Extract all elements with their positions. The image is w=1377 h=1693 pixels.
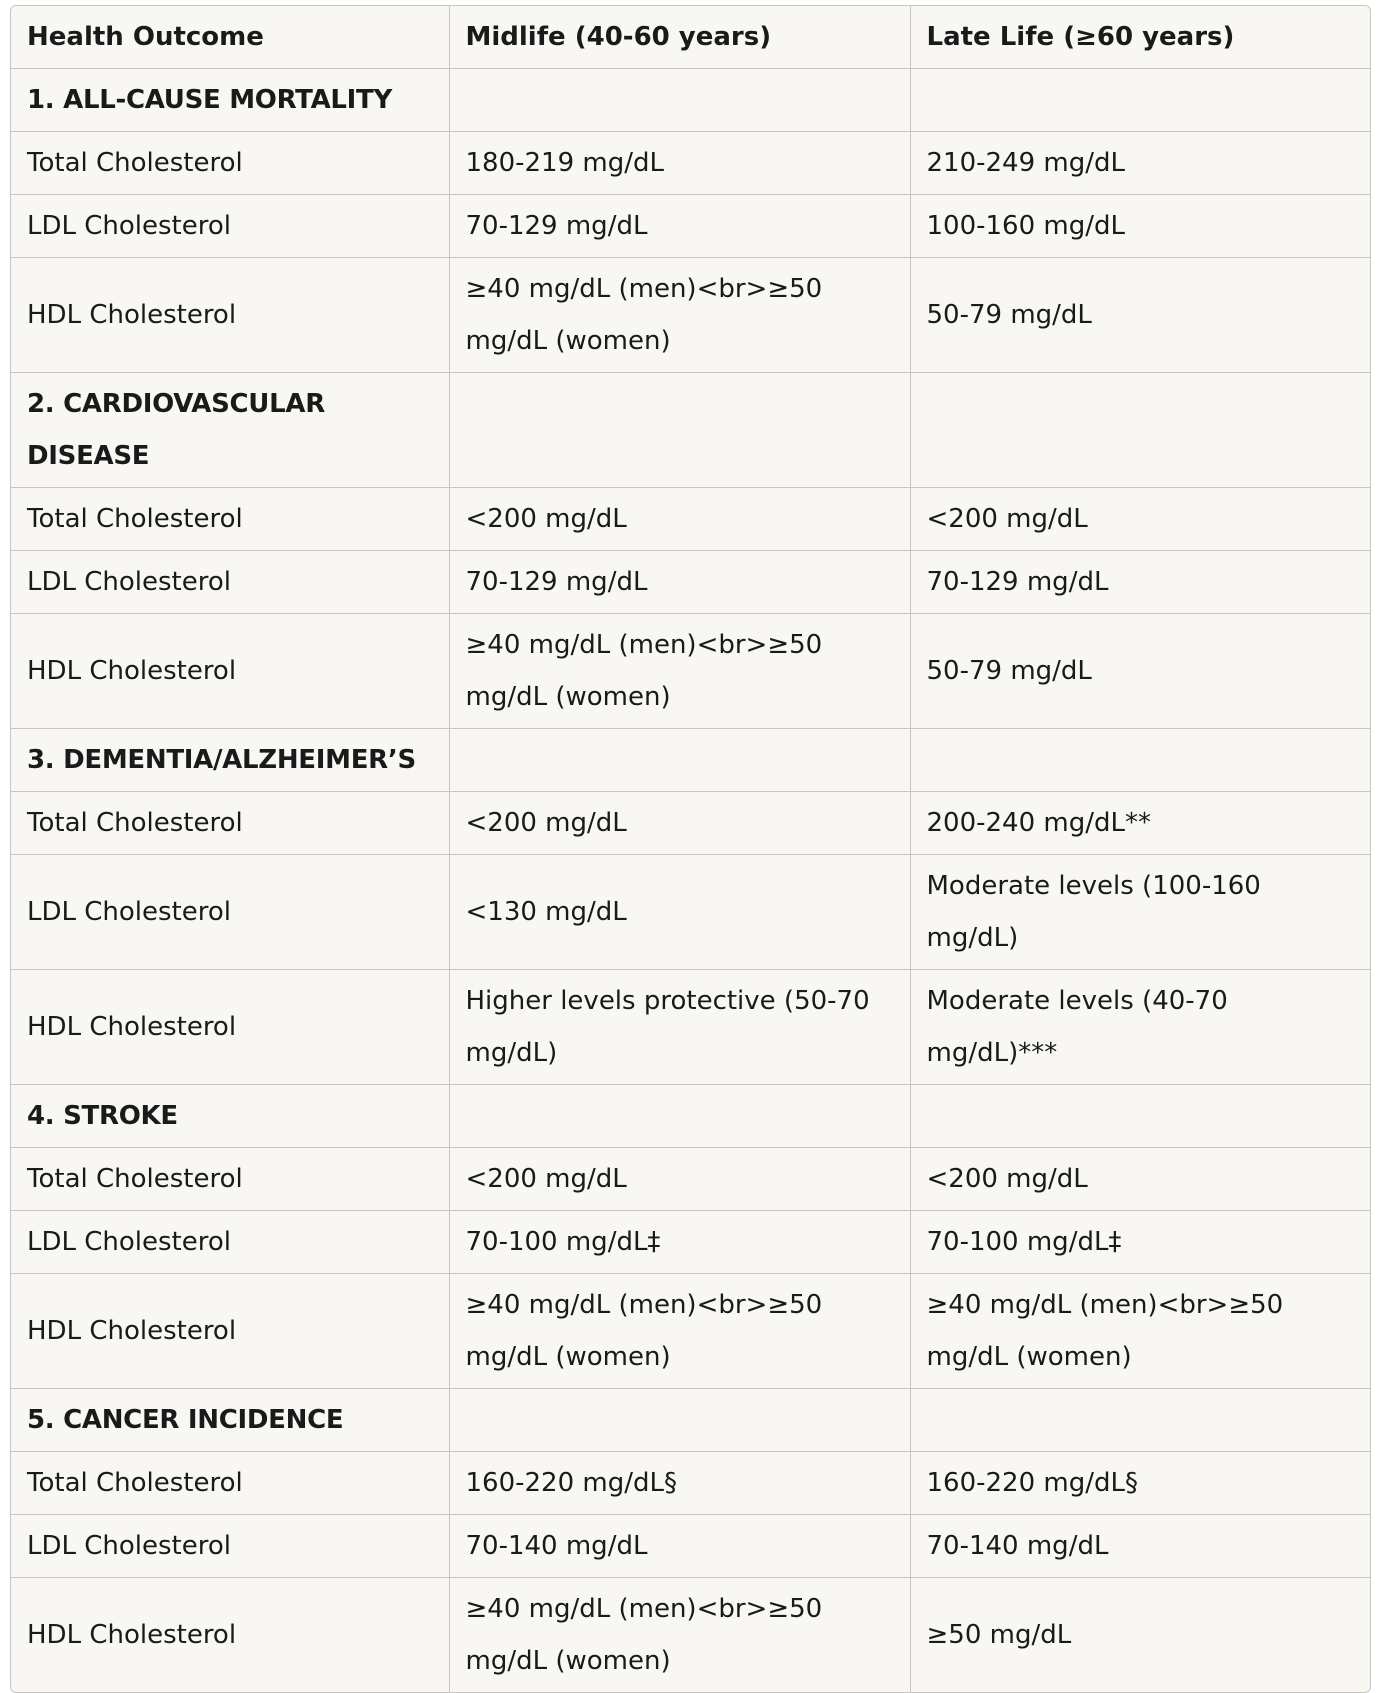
midlife-cell: 180-219 mg/dL bbox=[449, 132, 910, 195]
cholesterol-outcomes-table bbox=[11, 6, 1370, 1692]
late-life-cell: Moderate levels (100-160 mg/dL) bbox=[910, 855, 1370, 970]
outcome-cell: Total Cholesterol bbox=[11, 132, 449, 195]
header-late-life: Late Life (≥60 years) bbox=[910, 6, 1370, 69]
section-title: 5. CANCER INCIDENCE bbox=[11, 1389, 449, 1452]
table-header-row bbox=[11, 6, 1370, 69]
late-life-cell: 50-79 mg/dL bbox=[910, 614, 1370, 729]
midlife-cell: <130 mg/dL bbox=[449, 855, 910, 970]
midlife-cell bbox=[449, 69, 910, 132]
late-life-cell: 70-100 mg/dL‡ bbox=[910, 1211, 1370, 1274]
section-header-row bbox=[11, 729, 1370, 792]
section-header-row bbox=[11, 1085, 1370, 1148]
midlife-cell: Higher levels protective (50-70 mg/dL) bbox=[449, 970, 910, 1085]
late-life-cell: ≥40 mg/dL (men)<br>≥50 mg/dL (women) bbox=[910, 1274, 1370, 1389]
midlife-cell: ≥40 mg/dL (men)<br>≥50 mg/dL (women) bbox=[449, 1578, 910, 1693]
late-life-cell bbox=[910, 1085, 1370, 1148]
midlife-cell: 160-220 mg/dL§ bbox=[449, 1452, 910, 1515]
late-life-cell: 210-249 mg/dL bbox=[910, 132, 1370, 195]
table-row bbox=[11, 1211, 1370, 1274]
outcome-cell: LDL Cholesterol bbox=[11, 195, 449, 258]
outcome-cell: LDL Cholesterol bbox=[11, 1211, 449, 1274]
table-row bbox=[11, 855, 1370, 970]
midlife-cell: 70-140 mg/dL bbox=[449, 1515, 910, 1578]
outcome-cell: LDL Cholesterol bbox=[11, 1515, 449, 1578]
outcome-cell: Total Cholesterol bbox=[11, 1148, 449, 1211]
midlife-cell: 70-100 mg/dL‡ bbox=[449, 1211, 910, 1274]
late-life-cell: 160-220 mg/dL§ bbox=[910, 1452, 1370, 1515]
section-header-row bbox=[11, 1389, 1370, 1452]
outcome-cell: HDL Cholesterol bbox=[11, 614, 449, 729]
late-life-cell: 50-79 mg/dL bbox=[910, 258, 1370, 373]
outcome-cell: HDL Cholesterol bbox=[11, 1578, 449, 1693]
outcome-cell: LDL Cholesterol bbox=[11, 551, 449, 614]
midlife-cell bbox=[449, 1085, 910, 1148]
late-life-cell: <200 mg/dL bbox=[910, 488, 1370, 551]
cholesterol-table-container bbox=[10, 5, 1371, 1693]
table-row bbox=[11, 1515, 1370, 1578]
midlife-cell: <200 mg/dL bbox=[449, 488, 910, 551]
midlife-cell: ≥40 mg/dL (men)<br>≥50 mg/dL (women) bbox=[449, 1274, 910, 1389]
outcome-cell: HDL Cholesterol bbox=[11, 258, 449, 373]
late-life-cell: <200 mg/dL bbox=[910, 1148, 1370, 1211]
outcome-cell: Total Cholesterol bbox=[11, 488, 449, 551]
table-row bbox=[11, 195, 1370, 258]
midlife-cell: <200 mg/dL bbox=[449, 792, 910, 855]
midlife-cell bbox=[449, 729, 910, 792]
midlife-cell bbox=[449, 1389, 910, 1452]
late-life-cell: 100-160 mg/dL bbox=[910, 195, 1370, 258]
table-row bbox=[11, 614, 1370, 729]
late-life-cell: 70-140 mg/dL bbox=[910, 1515, 1370, 1578]
section-title: 1. ALL-CAUSE MORTALITY bbox=[11, 69, 449, 132]
section-header-row bbox=[11, 373, 1370, 488]
midlife-cell bbox=[449, 373, 910, 488]
table-row bbox=[11, 1452, 1370, 1515]
midlife-cell: 70-129 mg/dL bbox=[449, 551, 910, 614]
midlife-cell: ≥40 mg/dL (men)<br>≥50 mg/dL (women) bbox=[449, 614, 910, 729]
late-life-cell bbox=[910, 1389, 1370, 1452]
late-life-cell bbox=[910, 373, 1370, 488]
midlife-cell: 70-129 mg/dL bbox=[449, 195, 910, 258]
section-header-row bbox=[11, 69, 1370, 132]
midlife-cell: ≥40 mg/dL (men)<br>≥50 mg/dL (women) bbox=[449, 258, 910, 373]
outcome-cell: HDL Cholesterol bbox=[11, 1274, 449, 1389]
table-row bbox=[11, 1578, 1370, 1693]
table-row bbox=[11, 792, 1370, 855]
late-life-cell: 70-129 mg/dL bbox=[910, 551, 1370, 614]
table-row bbox=[11, 488, 1370, 551]
section-title: 3. DEMENTIA/ALZHEIMER’S bbox=[11, 729, 449, 792]
outcome-cell: HDL Cholesterol bbox=[11, 970, 449, 1085]
header-midlife: Midlife (40-60 years) bbox=[449, 6, 910, 69]
outcome-cell: LDL Cholesterol bbox=[11, 855, 449, 970]
late-life-cell bbox=[910, 69, 1370, 132]
late-life-cell: 200-240 mg/dL** bbox=[910, 792, 1370, 855]
table-row bbox=[11, 551, 1370, 614]
section-title: 4. STROKE bbox=[11, 1085, 449, 1148]
late-life-cell: ≥50 mg/dL bbox=[926, 1620, 1072, 1650]
late-life-cell bbox=[910, 729, 1370, 792]
table-row bbox=[11, 1274, 1370, 1389]
late-life-cell: Moderate levels (40-70 mg/dL)*** bbox=[910, 970, 1370, 1085]
midlife-cell: <200 mg/dL bbox=[449, 1148, 910, 1211]
table-row bbox=[11, 970, 1370, 1085]
section-title: 2. CARDIOVASCULAR DISEASE bbox=[11, 373, 449, 488]
outcome-cell: Total Cholesterol bbox=[11, 792, 449, 855]
table-body bbox=[11, 69, 1370, 1693]
table-row bbox=[11, 132, 1370, 195]
table-row bbox=[11, 1148, 1370, 1211]
header-health-outcome: Health Outcome bbox=[11, 6, 449, 69]
outcome-cell: Total Cholesterol bbox=[11, 1452, 449, 1515]
table-row bbox=[11, 258, 1370, 373]
